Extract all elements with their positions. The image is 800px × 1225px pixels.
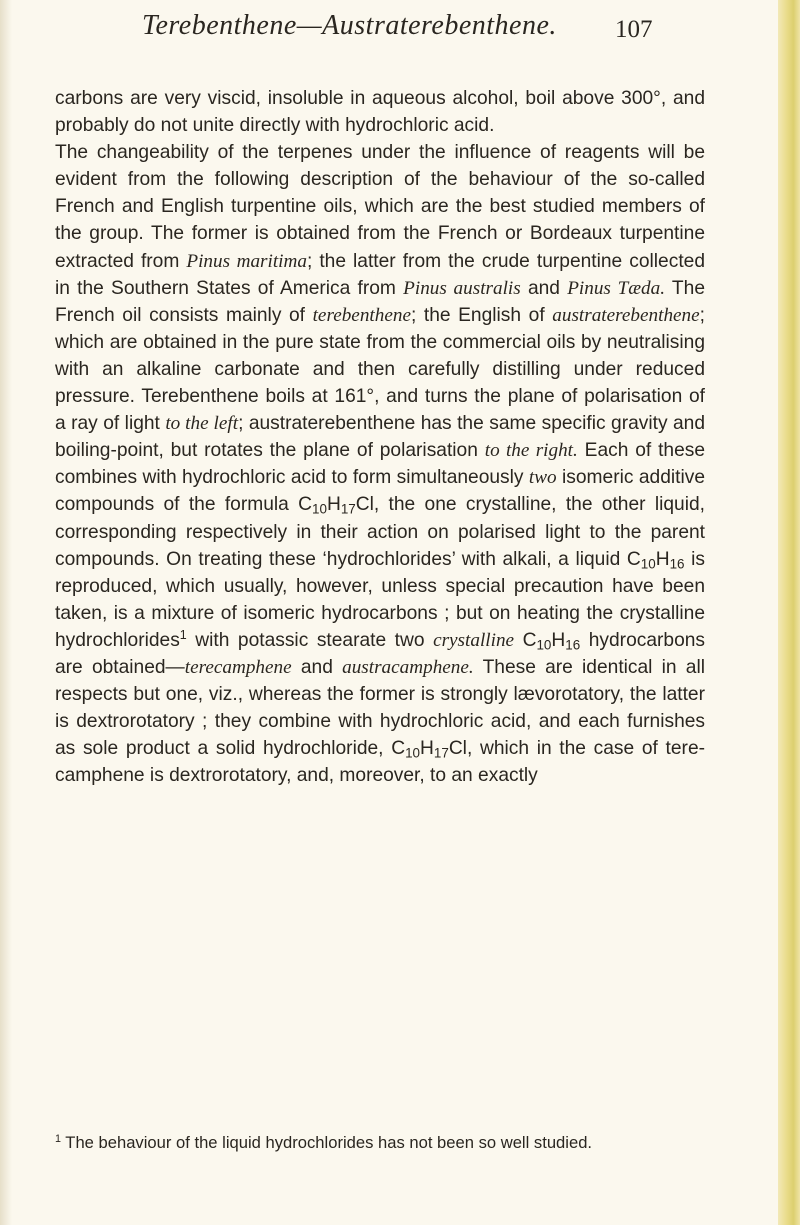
footnote-reference: 1 [179, 628, 187, 643]
text-run: hydrocarbons are obtained— [55, 629, 706, 678]
formula-subscript: 16 [669, 555, 685, 571]
emphasis: crystalline [433, 629, 515, 651]
text-run [514, 630, 523, 651]
text-run: ; austraterebenthene has the same specific gravity and boiling-point, but rotates the plane of polarisation [55, 413, 706, 462]
formula-symbol: C [298, 494, 312, 516]
text-run: and [291, 656, 343, 678]
formula-symbol: H [655, 548, 670, 570]
formula [627, 549, 685, 570]
text-run: The French oil consists mainly of [55, 277, 705, 326]
paragraph-turpentine [55, 139, 705, 789]
formula-symbol: Cl [355, 494, 374, 516]
formula-subscript: 10 [640, 555, 656, 571]
compound-name: terecamphene [184, 656, 292, 678]
page-header [142, 10, 702, 60]
text-run: These are identical in all respects but one, viz., whereas the former is strongly lævorotatory, the latter is dextrorotatory ; they combine with hydrochloric acid, and each furnishes as sole product a solid hydrochloride, [55, 656, 705, 760]
text-run: , the one crystalline, the other liquid, corresponding respectively in their action on polarised light to the parent compounds. On treating these ‘hydrochlorides’ with alkali, a liquid [55, 494, 705, 570]
text-run: The changeability of the terpenes under the influence of reagents will be evident from the following description of the behaviour of the so-called French and English turpentine oils, which are the best studied members of the group. The former is obtained from the French or Bordeaux turpentine extracted from [55, 142, 705, 272]
text-run: ; which are obtained in the pure state from the commercial oils by neutralising with an alkaline carbonate and then carefully distilling under reduced pressure. Terebenthene boils at 161°, and turns the plane of polarisation of a ray of light [55, 304, 706, 435]
formula-subscript: 10 [536, 637, 552, 653]
emphasis: to the right. [484, 440, 578, 462]
formula-symbol: C [391, 738, 406, 760]
body-text [55, 85, 705, 789]
formula-subscript: 10 [405, 745, 421, 761]
text-run: ; the English of [410, 304, 553, 326]
formula-symbol: H [326, 494, 341, 516]
paragraph-continued: carbons are very viscid, insoluble in aqueous alcohol, boil above 300°, and probably do not unite directly with hydrochloric acid. [55, 88, 705, 137]
formula-subscript: 10 [312, 501, 327, 517]
formula-subscript: 17 [433, 745, 449, 761]
text-run: Each of these combines with hydrochloric acid to form simultaneously [55, 440, 706, 489]
species-name: Pinus Tæda. [567, 277, 666, 299]
page-edge [778, 0, 800, 1225]
emphasis: to the left [165, 413, 239, 435]
formula [523, 630, 581, 651]
formula-subscript: 17 [340, 501, 356, 517]
formula-symbol: H [420, 738, 434, 760]
species-name: Pinus maritima [186, 250, 307, 272]
compound-name: austracamphene. [342, 656, 474, 678]
page-number: 107 [615, 16, 653, 43]
footnote-text: The behaviour of the liquid hydrochlorides has not been so well studied. [61, 1133, 593, 1152]
formula [391, 738, 467, 759]
footnote [55, 1132, 705, 1154]
compound-name: austraterebenthene [552, 304, 700, 326]
running-title: Terebenthene—Austraterebenthene. [142, 10, 557, 41]
footnote-marker: 1 [55, 1133, 61, 1146]
compound-name: terebenthene [312, 304, 411, 326]
text-run: ; the latter from the crude turpentine collected in the Southern States of America from [55, 250, 705, 299]
page-gutter-shadow [0, 0, 12, 1225]
formula-symbol: Cl [448, 738, 467, 760]
formula [298, 494, 374, 515]
text-run: is reproduced, which usually, however, unless special precaution have been taken, is a mixture of isomeric hydrocarbons ; but on heating the crystalline hydrochlorides [55, 548, 705, 651]
text-run: , which in the case of terecamphene is dextrorotatory, and, moreover, to an exactly [55, 738, 706, 787]
emphasis: two [528, 467, 557, 489]
text-run: and [520, 277, 568, 299]
text-run: with potassic stearate two [186, 629, 434, 651]
formula-symbol: H [551, 629, 566, 651]
text-run: isomeric additive compounds of the formula [55, 467, 705, 516]
formula-subscript: 16 [565, 637, 581, 653]
species-name: Pinus australis [403, 277, 521, 299]
formula-symbol: C [626, 548, 641, 570]
formula-symbol: C [522, 629, 537, 651]
